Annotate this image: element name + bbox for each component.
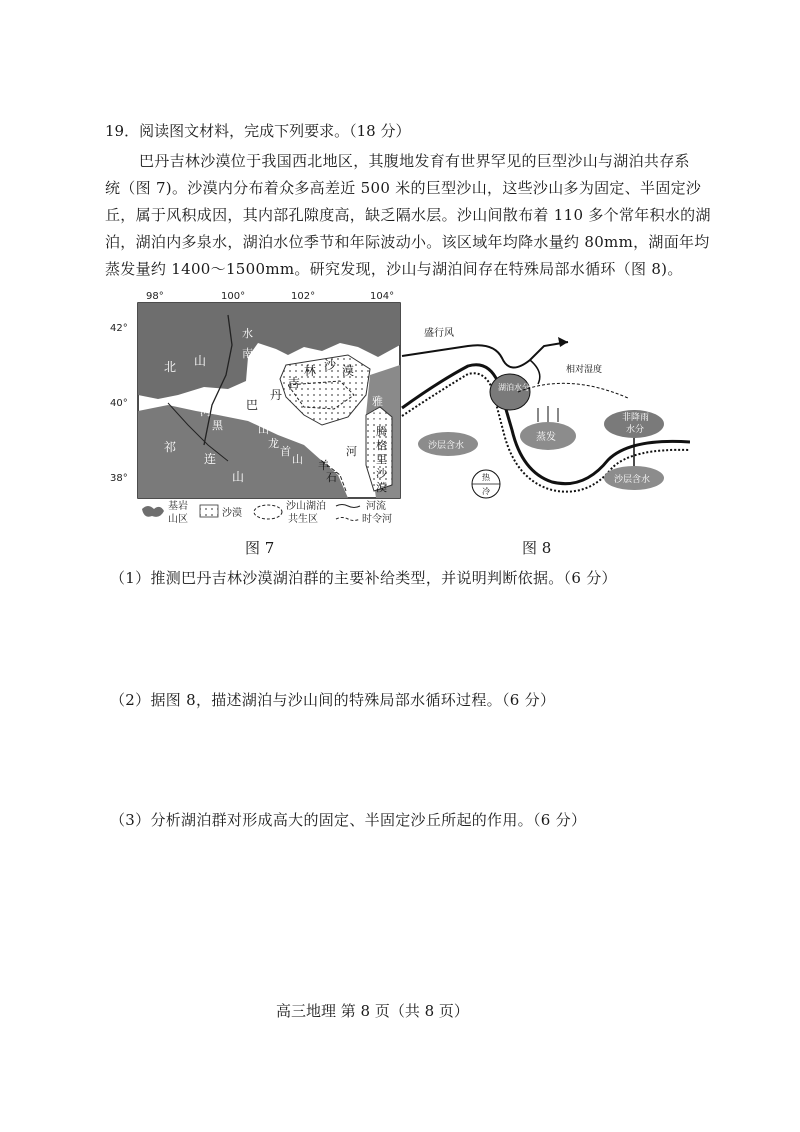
legend-river-swatch [336,505,360,508]
label-shi: 石 [326,471,337,484]
label-ge: 格 [376,439,387,452]
subquestion-1: （1）推测巴丹吉林沙漠湖泊群的主要补给类型，并说明判断依据。（6 分） [110,569,617,587]
humidity-label: 相对湿度 [566,365,603,375]
lon-label-98: 98° [146,291,164,302]
label-mo: 漠 [342,364,355,378]
legend-seasonal-swatch [336,518,360,521]
label-teng-mo: 漠 [376,481,387,494]
figure-8-svg [398,312,690,512]
paragraph-line-2: 统（图 7)。沙漠内分布着众多高差近 500 米的巨型沙山，这些沙山多为固定、半固定沙 [105,179,702,197]
label-teng-sha: 沙 [376,467,387,480]
label-long: 龙 [268,437,279,450]
figure-7-caption: 图 7 [245,539,275,557]
paragraph-line-3: 丘，属于风积成因，其内部孔隙度高，缺乏隔水层。沙山间散布着 110 多个常年积水的湖 [105,206,711,224]
label-shui: 水 [242,327,253,340]
non-precip-label-1: 非降雨 [622,413,650,423]
label-teng: 腾 [376,425,387,438]
subquestion-3: （3）分析湖泊群对形成高大的固定、半固定沙丘所起的作用。（6 分） [110,811,587,829]
label-hei: 黑 [212,419,223,432]
legend-bedrock-1: 基岩 [168,501,188,512]
paragraph-line-1: 巴丹吉林沙漠位于我国西北地区，其腹地发育有世界罕见的巨型沙山与湖泊共存系 [139,152,690,170]
label-bei-1: 北 [164,360,177,374]
sand-water-right-label: 沙层含水 [614,475,651,485]
figure-7-svg [108,285,408,535]
label-hexi: 河 [346,445,357,458]
label-shan-1: 山 [194,354,207,368]
wind-curl [530,360,540,384]
paragraph-line-4: 泊，湖泊内多泉水，湖泊水位季节和年际波动小。该区域年均降水量约 80mm，湖面年均 [105,233,710,251]
label-lian: 连 [204,452,217,466]
label-shou: 首 [280,445,291,458]
page-footer: 高三地理 第 8 页（共 8 页） [276,1002,469,1020]
non-precip-label-2: 水分 [626,425,645,435]
legend-desert: 沙漠 [222,508,242,519]
legend-lake-1: 沙山湖泊 [286,501,326,512]
evaporation-label: 蒸发 [536,432,556,443]
label-dan: 丹 [270,388,283,402]
label-qi: 祁 [164,440,177,454]
label-yang: 羊 [318,459,329,472]
paragraph-line-5: 蒸发量约 1400～1500mm。研究发现，沙山与湖泊间存在特殊局部水循环（图 8)。 [105,260,683,278]
lon-label-104: 104° [370,291,395,302]
label-he: 河 [200,405,211,418]
cold-label: 冷 [482,487,490,496]
lat-label-40: 40° [110,398,128,409]
label-shan-b: 山 [292,453,303,466]
figure-8-caption: 图 8 [522,539,552,557]
label-ji: 吉 [288,376,301,390]
hot-label: 热 [482,473,490,482]
label-ya: 雅 [372,395,383,408]
label-sha: 沙 [324,358,337,372]
lake-water-label: 湖泊水分 [498,383,530,392]
lat-label-38: 38° [110,473,128,484]
legend-seasonal: 时令河 [362,514,392,525]
subquestion-2: （2）据图 8，描述湖泊与沙山间的特殊局部水循环过程。（6 分） [110,691,556,709]
legend-desert-swatch [200,505,218,517]
humidity-arc [518,383,628,398]
legend-river: 河流 [366,501,386,512]
legend-lake-2: 共生区 [288,514,318,525]
figure-7-map [108,285,408,535]
label-lin: 林 [304,364,317,378]
label-bei-2: 北 [220,405,231,418]
question-heading: 19．阅读图文材料，完成下列要求。（18 分） [105,122,411,140]
legend-bedrock-2: 山区 [168,514,188,525]
wind-label: 盛行风 [424,328,454,339]
label-nan: 南 [242,347,253,360]
lat-label-42: 42° [110,323,128,334]
evaporation-arrows [538,406,558,422]
legend-lake-swatch [254,505,282,519]
figure-8-diagram [398,312,690,512]
label-lan: 兰 [372,409,383,422]
prevailing-wind-arrow [402,342,568,368]
label-shan-a: 山 [258,423,269,436]
label-shan-c: 山 [232,470,245,484]
lon-label-102: 102° [291,291,316,302]
label-ba: 巴 [246,398,259,412]
lon-label-100: 100° [221,291,246,302]
wind-arrowhead [558,337,568,347]
lake-water-body [490,374,530,410]
sand-water-left-label: 沙层含水 [428,441,465,451]
label-li: 里 [376,453,387,466]
legend-bedrock-swatch [142,506,164,517]
